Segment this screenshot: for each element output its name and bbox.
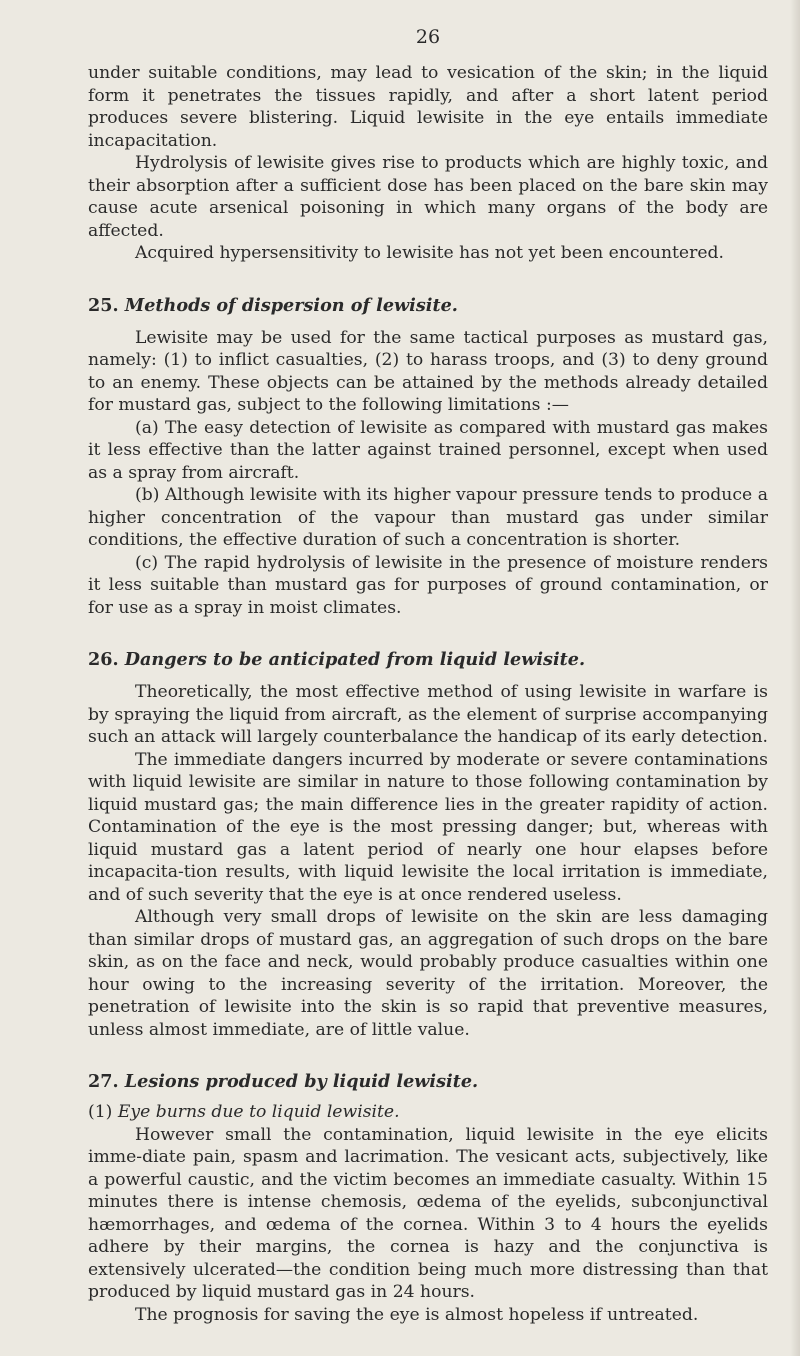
section-27-subheading-title: Eye burns due to liquid lewisite. — [117, 1102, 400, 1122]
section-26-heading — [88, 649, 768, 671]
section-27-number: 27. — [88, 1071, 119, 1092]
section-27-paragraph-1: However small the contamination, liquid lewisite in the eye elicits imme-diate pain, spasm and lacrimation. The vesicant acts, subjectively, like a powerful caustic, and the victim becomes an immediate casualty. Within 15 minutes there is intense chemosis, œdema of the eyelids, subconjunctival hæmorrhages, and œdema of the cornea. Within 3 to 4 hours the eyelids adhere by their margins, the cornea is hazy and the conjunctiva is extensively ulcerated—the condition being much more distressing than that produced by liquid mustard gas in 24 hours. — [88, 1124, 768, 1302]
section-25-number: 25. — [88, 294, 119, 316]
section-25-title: Methods of dispersion of lewisite. — [124, 294, 458, 316]
section-27-paragraph-2: The prognosis for saving the eye is almost hopeless if untreated. — [135, 1304, 699, 1325]
section-25-item-c: (c) The rapid hydrolysis of lewisite in the presence of moisture renders it less suitable than mustard gas for purposes of ground contamination, or for use as a spray in moist climates. — [88, 552, 768, 618]
section-26-number: 26. — [88, 649, 119, 670]
page-edge-shadow — [790, 0, 800, 1356]
section-26-paragraph-3: Although very small drops of lewisite on the skin are less damaging than similar drops of mustard gas, an aggregation of such drops on the bare skin, as on the face and neck, would probably produce casualties within one hour owing to the increasing severity of the irritation. Moreover, the penetration of lewisite into the skin is so rapid that preventive measures, unless almost immediate, are of little value. — [88, 907, 768, 1040]
section-26-title: Dangers to be anticipated from liquid lewisite. — [124, 649, 586, 670]
intro-paragraph-1: under suitable conditions, may lead to vesication of the skin; in the liquid form it penetrates the tissues rapidly, and after a short latent period produces severe blistering. Liquid lewisite in the eye entails immediate incapacitation. — [88, 63, 768, 151]
section-27-subheading — [88, 1101, 768, 1124]
section-25-heading — [88, 295, 768, 317]
intro-paragraph-2: Hydrolysis of lewisite gives rise to products which are highly toxic, and their absorption after a sufficient dose has been placed on the bare skin may cause acute arsenical poisoning in which many organs of the body are affected. — [88, 153, 768, 241]
intro-paragraph-3: Acquired hypersensitivity to lewisite has not yet been encountered. — [135, 243, 724, 263]
section-27-title: Lesions produced by liquid lewisite. — [124, 1071, 479, 1092]
section-26-paragraph-1: Theoretically, the most effective method of using lewisite in warfare is by spraying the liquid from aircraft, as the element of surprise accompanying such an attack will largely counterbalance the handicap of its early detection. — [88, 682, 769, 747]
section-27-subheading-number: (1) — [88, 1102, 113, 1122]
section-25-item-b: (b) Although lewisite with its higher vapour pressure tends to produce a higher concentration of the vapour than mustard gas under similar conditions, the effective duration of such a concentration is shorter. — [88, 485, 768, 550]
page-number: 26 — [415, 26, 441, 48]
section-26-paragraph-2: The immediate dangers incurred by moderate or severe contaminations with liquid lewisite are similar in nature to those following contamination by liquid mustard gas; the main difference lies in the greater rapidity of action. Contamination of the eye is the most pressing danger; but, whereas with liquid mustard gas a latent period of nearly one hour elapses before incapacita-tion results, with liquid lewisite the local irritation is immediate, and of such severity that the eye is at once rendered useless. — [88, 749, 768, 905]
section-25-item-a: (a) The easy detection of lewisite as compared with mustard gas makes it less effective than the latter against trained personnel, except when used as a spray from aircraft. — [88, 417, 768, 483]
section-27-heading — [88, 1071, 768, 1093]
section-25-paragraph-1: Lewisite may be used for the same tactical purposes as mustard gas, namely: (1) to inflict casualties, (2) to harass troops, and (3) to deny ground to an enemy. These objects can be attained by the methods already detailed for mustard gas, subject to the following limitations :— — [88, 327, 768, 415]
